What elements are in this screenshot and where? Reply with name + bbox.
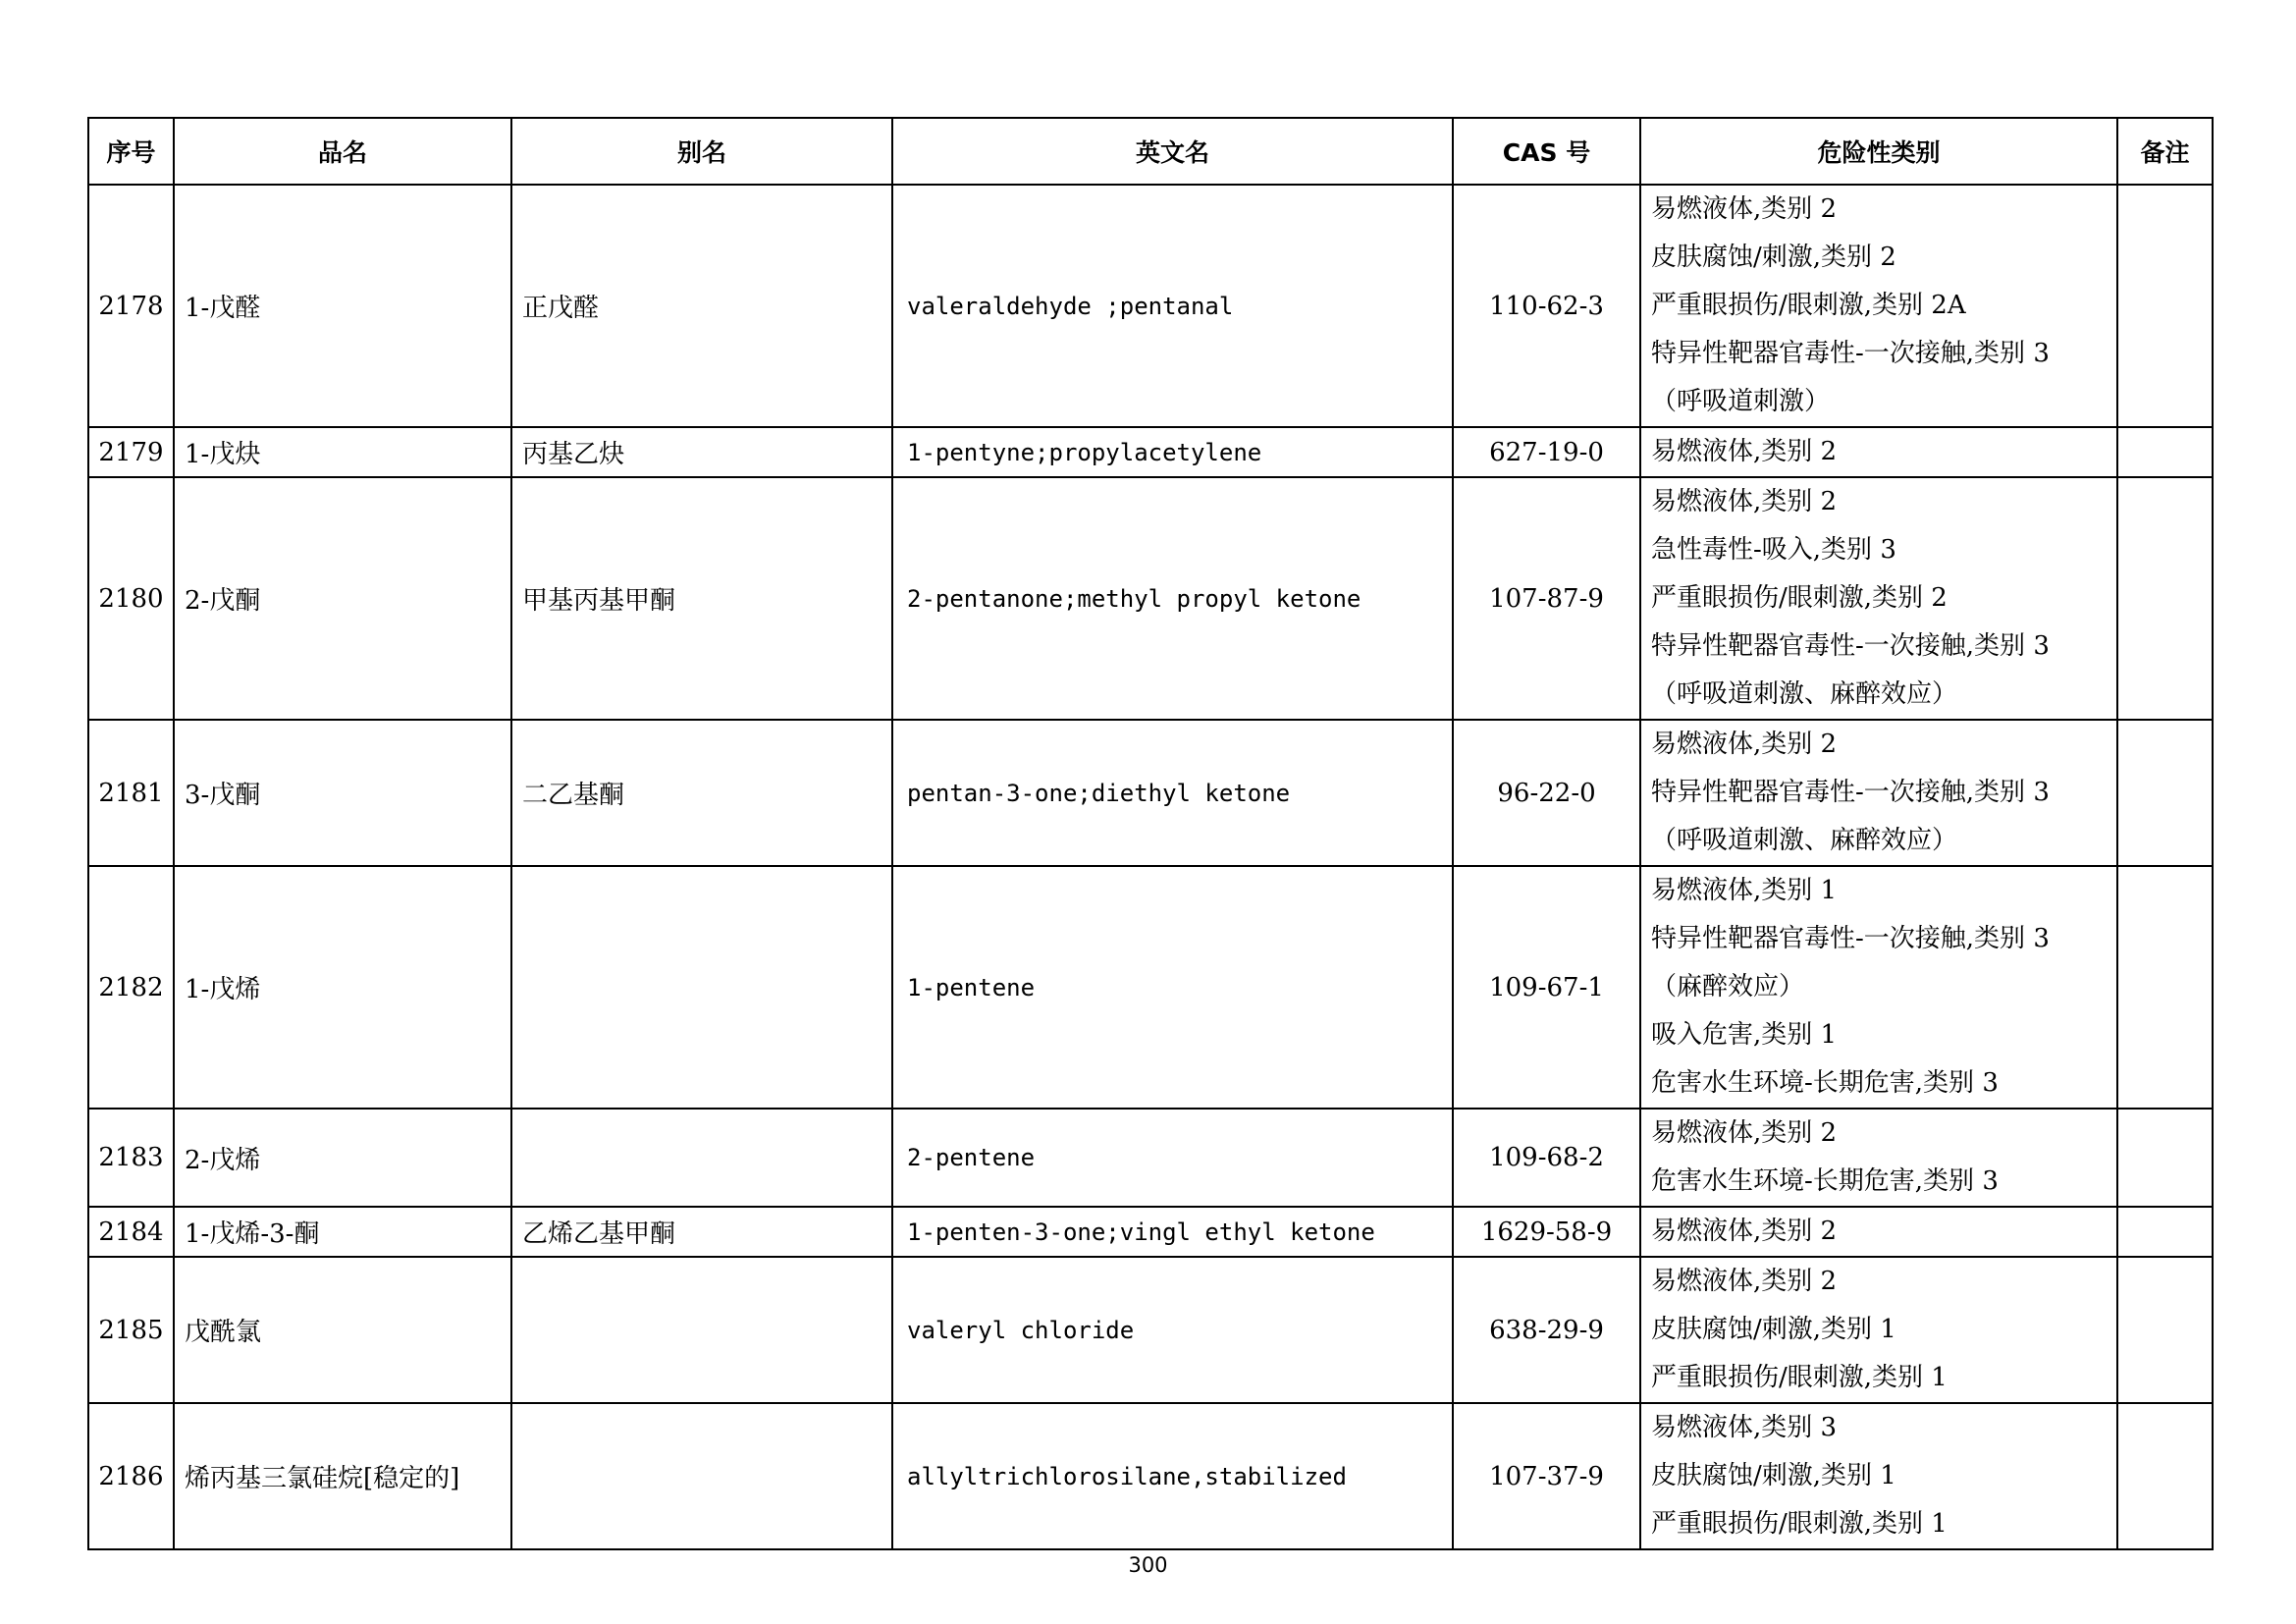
cell-product-name: 1-戊炔 [174, 427, 511, 477]
header-alias: 别名 [511, 118, 892, 185]
cell-cas-number: 107-37-9 [1453, 1403, 1640, 1549]
cell-english-name: allyltrichlorosilane,stabilized [892, 1403, 1453, 1549]
table-body [88, 185, 2213, 1549]
cell-cas-number: 107-87-9 [1453, 477, 1640, 720]
hazard-line: 易燃液体,类别 3 [1651, 1413, 1838, 1442]
hazard-line: 严重眼损伤/眼刺激,类别 2 [1651, 583, 1948, 613]
hazard-line: 特异性靶器官毒性-一次接触,类别 3 [1651, 339, 2050, 368]
cell-hazard-category [1640, 427, 2117, 477]
cell-hazard-category [1640, 1403, 2117, 1549]
hazard-line: 易燃液体,类别 2 [1651, 194, 1838, 224]
cell-remark [2117, 477, 2213, 720]
cell-product-name: 3-戊酮 [174, 720, 511, 866]
cell-product-name: 2-戊酮 [174, 477, 511, 720]
header-cas-number: CAS 号 [1453, 118, 1640, 185]
cell-hazard-category [1640, 1109, 2117, 1207]
cell-english-name: 2-pentanone;methyl propyl ketone [892, 477, 1453, 720]
cell-cas-number: 638-29-9 [1453, 1257, 1640, 1403]
cell-alias: 丙基乙炔 [511, 427, 892, 477]
cell-alias: 甲基丙基甲酮 [511, 477, 892, 720]
hazard-line: 危害水生环境-长期危害,类别 3 [1651, 1068, 1999, 1098]
header-remark: 备注 [2117, 118, 2213, 185]
hazard-line: 严重眼损伤/眼刺激,类别 2A [1651, 291, 1966, 320]
hazard-line: 吸入危害,类别 1 [1651, 1020, 1838, 1050]
cell-alias: 二乙基酮 [511, 720, 892, 866]
header-number: 序号 [88, 118, 174, 185]
cell-hazard-category [1640, 1207, 2117, 1257]
table-row [88, 185, 2213, 427]
hazard-line: 严重眼损伤/眼刺激,类别 1 [1651, 1509, 1948, 1539]
hazard-line: 严重眼损伤/眼刺激,类别 1 [1651, 1363, 1948, 1392]
hazard-line: （呼吸道刺激、麻醉效应） [1651, 679, 1958, 709]
hazard-line: 易燃液体,类别 1 [1651, 876, 1838, 905]
cell-english-name: 1-pentyne;propylacetylene [892, 427, 1453, 477]
table-row [88, 477, 2213, 720]
cell-remark [2117, 1207, 2213, 1257]
header-product-name: 品名 [174, 118, 511, 185]
cell-cas-number: 109-68-2 [1453, 1109, 1640, 1207]
cell-english-name: pentan-3-one;diethyl ketone [892, 720, 1453, 866]
cell-number: 2185 [88, 1257, 174, 1403]
cell-cas-number: 1629-58-9 [1453, 1207, 1640, 1257]
cell-hazard-category [1640, 720, 2117, 866]
cell-english-name: 2-pentene [892, 1109, 1453, 1207]
cell-product-name: 1-戊烯 [174, 866, 511, 1109]
hazard-line: 急性毒性-吸入,类别 3 [1651, 535, 1896, 565]
hazard-line: 危害水生环境-长期危害,类别 3 [1651, 1166, 1999, 1196]
hazard-line: （呼吸道刺激、麻醉效应） [1651, 826, 1958, 855]
hazard-line: 易燃液体,类别 2 [1651, 1118, 1838, 1148]
cell-remark [2117, 1257, 2213, 1403]
cell-product-name: 1-戊烯-3-酮 [174, 1207, 511, 1257]
cell-number: 2180 [88, 477, 174, 720]
cell-alias [511, 1109, 892, 1207]
cell-cas-number: 110-62-3 [1453, 185, 1640, 427]
hazard-line: 皮肤腐蚀/刺激,类别 2 [1651, 243, 1896, 272]
cell-number: 2182 [88, 866, 174, 1109]
cell-number: 2183 [88, 1109, 174, 1207]
hazard-line: 特异性靶器官毒性-一次接触,类别 3 [1651, 778, 2050, 807]
cell-hazard-category [1640, 866, 2117, 1109]
cell-remark [2117, 427, 2213, 477]
hazard-line: 易燃液体,类别 2 [1651, 730, 1838, 759]
table-row [88, 720, 2213, 866]
hazard-line: 特异性靶器官毒性-一次接触,类别 3 [1651, 924, 2050, 953]
cell-number: 2186 [88, 1403, 174, 1549]
cell-english-name: valeryl chloride [892, 1257, 1453, 1403]
cell-alias: 正戊醛 [511, 185, 892, 427]
table-row [88, 866, 2213, 1109]
cell-english-name: 1-penten-3-one;vingl ethyl ketone [892, 1207, 1453, 1257]
cell-remark [2117, 1403, 2213, 1549]
hazard-line: （呼吸道刺激） [1651, 387, 1831, 416]
cell-cas-number: 109-67-1 [1453, 866, 1640, 1109]
hazardous-chemicals-table [87, 117, 2214, 1550]
cell-cas-number: 627-19-0 [1453, 427, 1640, 477]
cell-number: 2181 [88, 720, 174, 866]
hazard-line: （麻醉效应） [1651, 972, 1805, 1001]
header-hazard-category: 危险性类别 [1640, 118, 2117, 185]
cell-product-name: 2-戊烯 [174, 1109, 511, 1207]
hazard-line: 易燃液体,类别 2 [1651, 487, 1838, 516]
table-row [88, 1109, 2213, 1207]
cell-english-name: valeraldehyde ;pentanal [892, 185, 1453, 427]
table-row [88, 1257, 2213, 1403]
table-header-row [88, 118, 2213, 185]
cell-hazard-category [1640, 1257, 2117, 1403]
hazard-line: 皮肤腐蚀/刺激,类别 1 [1651, 1461, 1896, 1490]
cell-number: 2178 [88, 185, 174, 427]
hazard-line: 易燃液体,类别 2 [1651, 1267, 1838, 1296]
cell-alias [511, 866, 892, 1109]
cell-number: 2184 [88, 1207, 174, 1257]
hazard-line: 易燃液体,类别 2 [1651, 437, 1838, 466]
cell-product-name: 1-戊醛 [174, 185, 511, 427]
hazard-line: 皮肤腐蚀/刺激,类别 1 [1651, 1315, 1896, 1344]
table-row [88, 1207, 2213, 1257]
cell-hazard-category [1640, 185, 2117, 427]
table-row [88, 1403, 2213, 1549]
hazard-line: 特异性靶器官毒性-一次接触,类别 3 [1651, 631, 2050, 661]
hazard-line: 易燃液体,类别 2 [1651, 1217, 1838, 1246]
cell-hazard-category [1640, 477, 2117, 720]
cell-remark [2117, 185, 2213, 427]
cell-alias: 乙烯乙基甲酮 [511, 1207, 892, 1257]
cell-number: 2179 [88, 427, 174, 477]
cell-remark [2117, 1109, 2213, 1207]
cell-english-name: 1-pentene [892, 866, 1453, 1109]
page-number: 300 [1128, 1553, 1168, 1577]
header-english-name: 英文名 [892, 118, 1453, 185]
cell-remark [2117, 720, 2213, 866]
table-row [88, 427, 2213, 477]
cell-cas-number: 96-22-0 [1453, 720, 1640, 866]
cell-alias [511, 1403, 892, 1549]
cell-product-name: 戊酰氯 [174, 1257, 511, 1403]
cell-remark [2117, 866, 2213, 1109]
cell-alias [511, 1257, 892, 1403]
cell-product-name: 烯丙基三氯硅烷[稳定的] [174, 1403, 511, 1549]
